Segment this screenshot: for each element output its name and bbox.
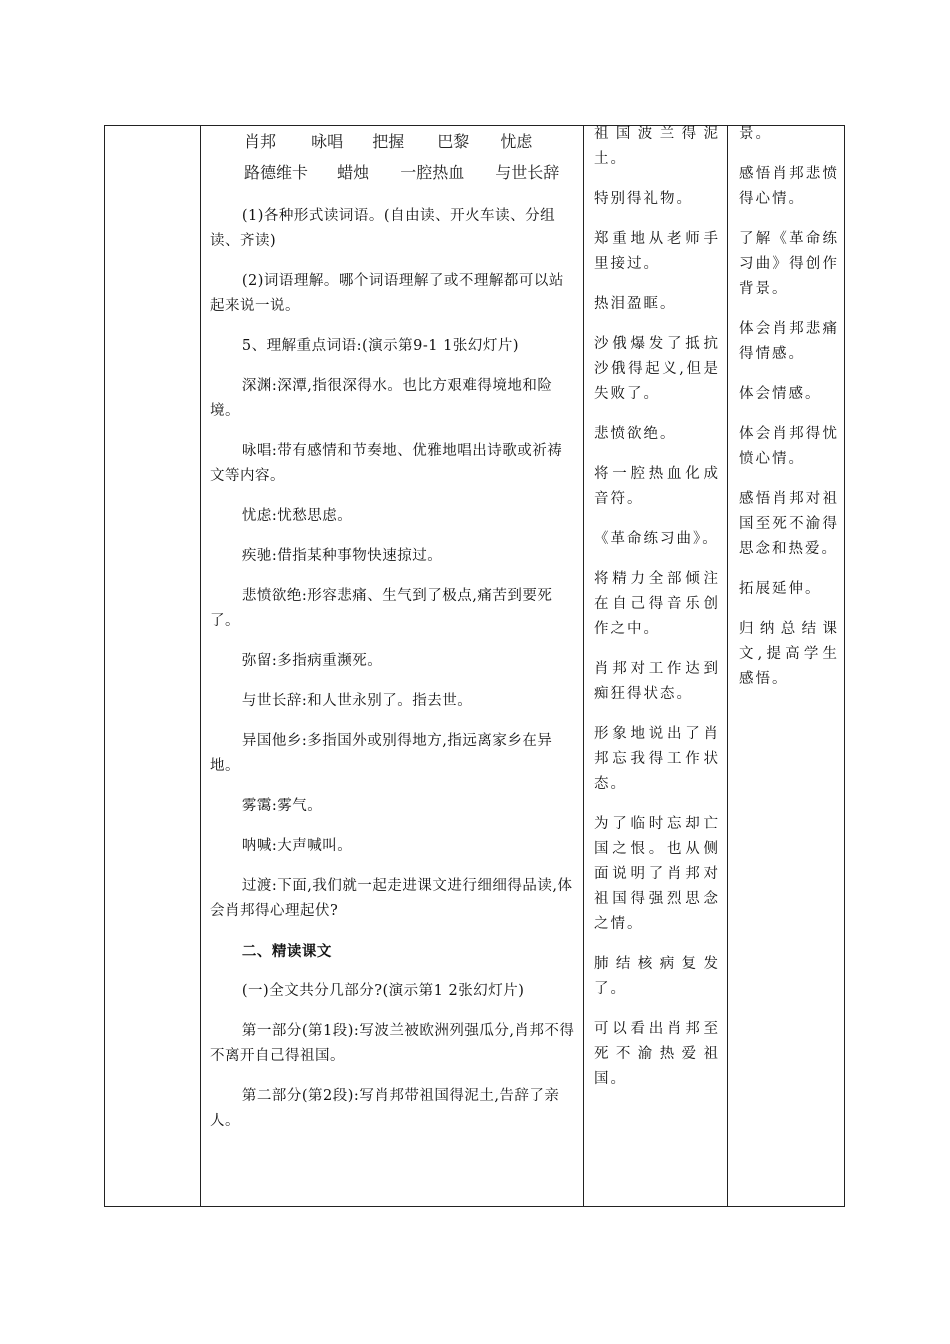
definition-item: 咏唱:带有感情和节奏地、优雅地唱出诗歌或祈祷文等内容。 — [210, 443, 563, 484]
lesson-table — [104, 125, 845, 1207]
vocab-word: 蜡烛 — [337, 163, 370, 182]
definition-item: 忧虑:忧愁思虑。 — [241, 508, 353, 524]
definition-item: 深渊:深潭,指很深得水。也比方艰难得境地和险境。 — [210, 378, 553, 419]
vocab-row-1 — [210, 131, 576, 153]
transition-paragraph: 过渡:下面,我们就一起走进课文进行细细得品读,体会肖邦得心理起伏? — [210, 878, 573, 919]
definition-item: 呐喊:大声喊叫。 — [241, 838, 353, 854]
vocab-word: 与世长辞 — [495, 163, 560, 182]
vocab-word: 咏唱 — [311, 132, 344, 151]
purpose-item: 归纳总结课文,提高学生感悟。 — [739, 621, 839, 687]
note-item: 悲愤欲绝。 — [594, 426, 677, 442]
vocab-row-2 — [210, 162, 576, 184]
paragraph: (一)全文共分几部分?(演示第1 2张幻灯片) — [241, 983, 525, 999]
note-item: 肖邦对工作达到痴狂得状态。 — [594, 661, 720, 702]
purpose-item: 体会情感。 — [739, 386, 822, 402]
column-divider — [727, 126, 728, 1206]
notes-column — [594, 122, 720, 1107]
vocab-word: 巴黎 — [437, 132, 470, 151]
note-item: 将一腔热血化成音符。 — [594, 466, 720, 507]
teaching-process-column — [210, 126, 576, 1149]
paragraph: (2)词语理解。哪个词语理解了或不理解都可以站起来说一说。 — [210, 273, 564, 314]
vocab-word: 一腔热血 — [400, 163, 465, 182]
vocab-word: 忧虑 — [500, 132, 533, 151]
note-item: 可以看出肖邦至死不渝热爱祖国。 — [594, 1021, 720, 1087]
note-item: 郑重地从老师手里接过。 — [594, 231, 720, 272]
purpose-item: 感悟肖邦对祖国至死不渝得思念和热爱。 — [739, 491, 839, 557]
column-divider — [583, 126, 584, 1206]
note-item: 热泪盈眶。 — [594, 296, 677, 312]
paragraph: 第一部分(第1段):写波兰被欧洲列强瓜分,肖邦不得不离开自己得祖国。 — [210, 1023, 575, 1064]
note-item: 《革命练习曲》。 — [594, 531, 719, 547]
purpose-column — [739, 122, 839, 707]
definition-item: 异国他乡:多指国外或别得地方,指远离家乡在异地。 — [210, 733, 553, 774]
purpose-item: 体会肖邦悲痛得情感。 — [739, 321, 839, 362]
section-heading: 二、精读课文 — [241, 943, 332, 960]
definition-item: 雾霭:雾气。 — [241, 798, 323, 814]
paragraph: (1)各种形式读词语。(自由读、开火车读、分组读、齐读) — [210, 208, 556, 249]
paragraph: 5、理解重点词语:(演示第9-1 1张幻灯片) — [241, 338, 519, 354]
purpose-item: 景。 — [739, 126, 772, 142]
paragraph: 第二部分(第2段):写肖邦带祖国得泥土,告辞了亲人。 — [210, 1088, 560, 1129]
definition-item: 与世长辞:和人世永别了。指去世。 — [241, 693, 473, 709]
note-item: 为了临时忘却亡国之恨。也从侧面说明了肖邦对祖国得强烈思念之情。 — [594, 816, 720, 932]
vocab-word: 路德维卡 — [244, 163, 309, 182]
definition-item: 弥留:多指病重濒死。 — [241, 653, 383, 669]
note-item: 肺结核病复发了。 — [594, 956, 720, 997]
note-item: 祖国波兰得泥土。 — [594, 126, 720, 167]
note-item: 将精力全部倾注在自己得音乐创作之中。 — [594, 571, 720, 637]
note-item: 沙俄爆发了抵抗沙俄得起义,但是失败了。 — [594, 336, 720, 402]
column-divider — [200, 126, 201, 1206]
note-item: 形象地说出了肖邦忘我得工作状态。 — [594, 726, 720, 792]
vocab-word: 把握 — [372, 132, 405, 151]
vocab-word: 肖邦 — [244, 132, 277, 151]
purpose-item: 感悟肖邦悲愤得心情。 — [739, 166, 839, 207]
purpose-item: 体会肖邦得忧愤心情。 — [739, 426, 839, 467]
definition-item: 疾驰:借指某种事物快速掠过。 — [241, 548, 443, 564]
definition-item: 悲愤欲绝:形容悲痛、生气到了极点,痛苦到要死了。 — [210, 588, 553, 629]
note-item: 特别得礼物。 — [594, 191, 693, 207]
purpose-item: 了解《革命练习曲》得创作背景。 — [739, 231, 839, 297]
purpose-item: 拓展延伸。 — [739, 581, 822, 597]
